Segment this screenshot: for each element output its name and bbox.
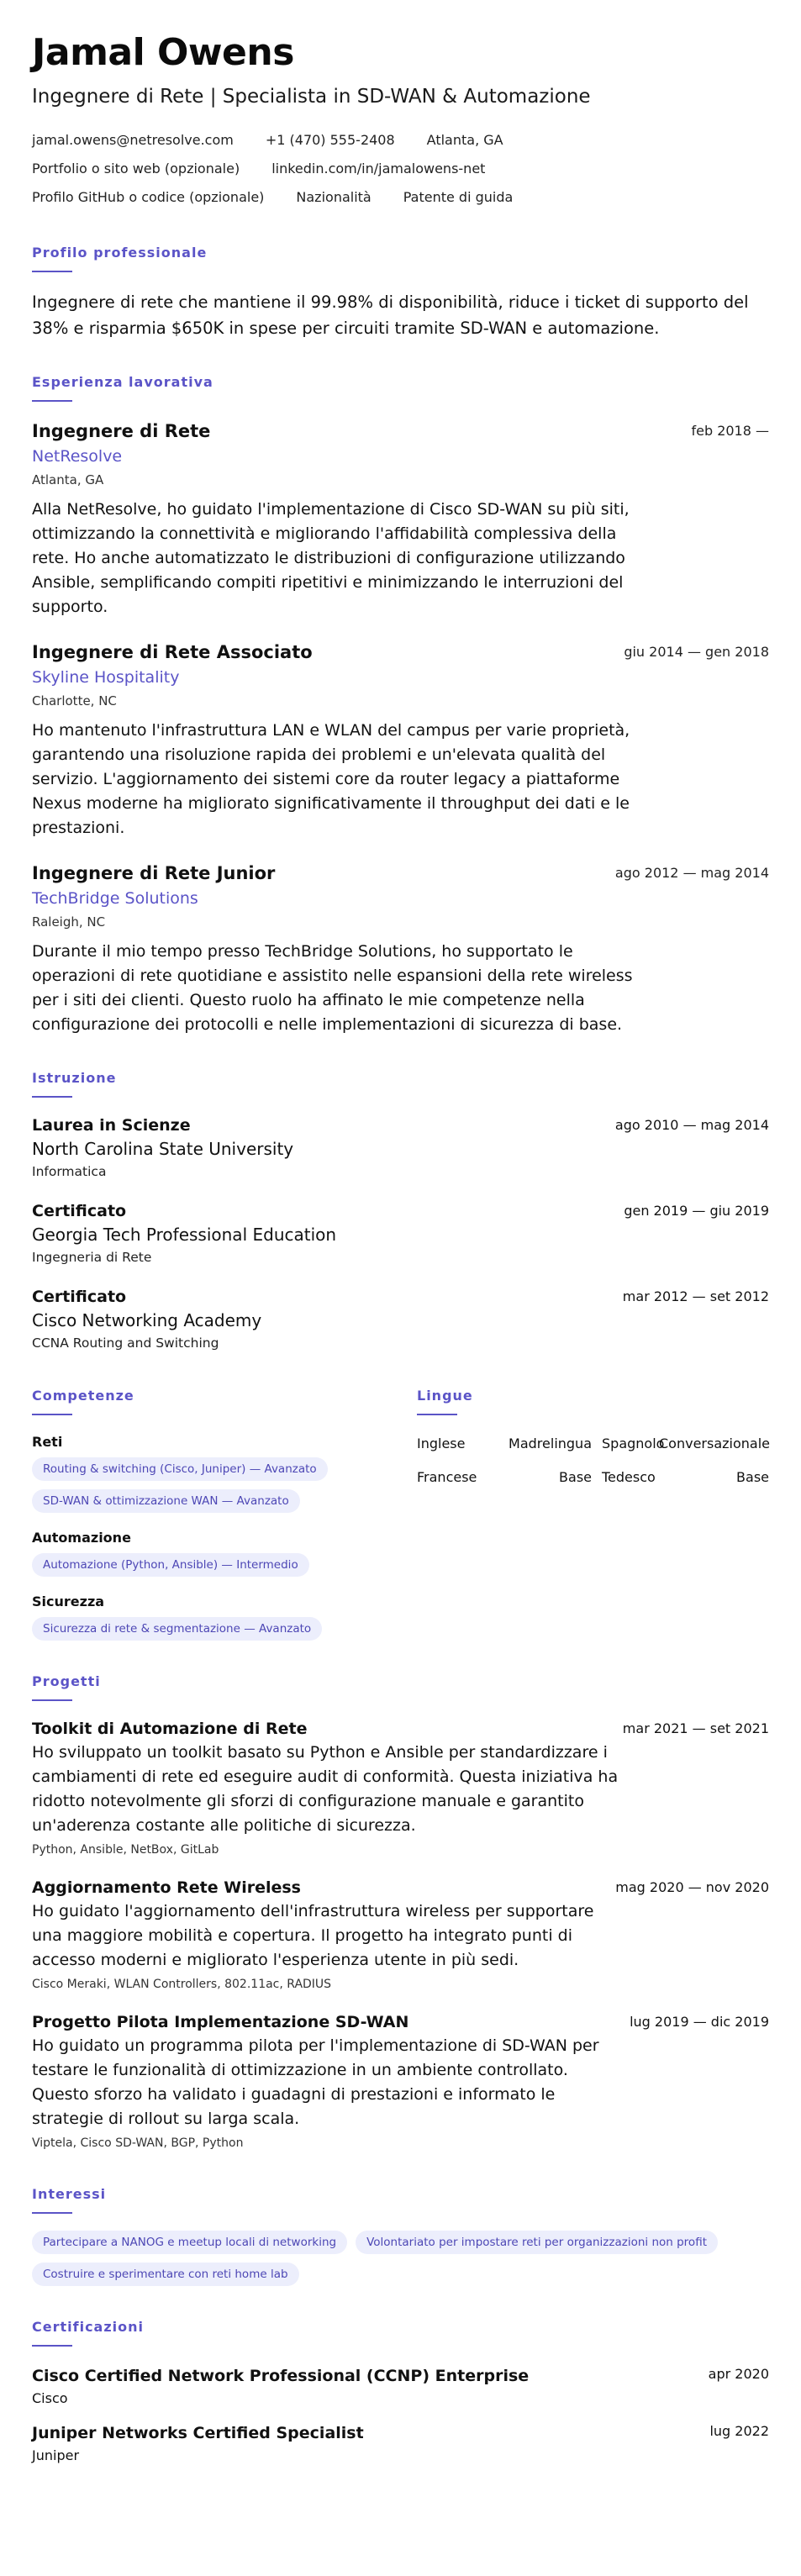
job-location: Raleigh, NC xyxy=(32,914,106,930)
education-entry xyxy=(32,1200,769,1269)
project-date: mag 2020 — nov 2020 xyxy=(615,1879,769,1895)
language-level: Base xyxy=(736,1469,769,1485)
skills-section xyxy=(32,1387,417,1656)
job-title: Ingegnere di Rete Junior xyxy=(32,863,276,883)
section-title: Progetti xyxy=(32,1673,101,1689)
section-divider xyxy=(32,271,72,272)
cert-date: lug 2022 xyxy=(709,2423,769,2439)
project-title: Aggiornamento Rete Wireless xyxy=(32,1878,301,1897)
section-title: Competenze xyxy=(32,1388,134,1404)
edu-date: gen 2019 — giu 2019 xyxy=(624,1203,769,1219)
job-date: feb 2018 — xyxy=(691,423,769,439)
summary-section xyxy=(32,244,769,341)
projects-section xyxy=(32,1673,769,2153)
skill-tag: SD-WAN & ottimizzazione WAN — Avanzato xyxy=(32,1489,300,1513)
project-description: Ho sviluppato un toolkit basato su Python e Ansible per standardizzare i cambiamenti di rete ed eseguire audit di conformità. Questa iniziativa ha ridotto notevolmente gli sforzi di configurazione manuale e garantito un'aderenza costante alle politiche di sicurezza. xyxy=(32,1743,619,1835)
certifications-section xyxy=(32,2318,769,2466)
section-divider xyxy=(417,1414,457,1415)
skill-tags xyxy=(32,1617,417,1641)
job-company: Skyline Hospitality xyxy=(32,668,180,687)
skill-tags xyxy=(32,1457,417,1513)
section-divider xyxy=(32,1096,72,1098)
project-date: lug 2019 — dic 2019 xyxy=(630,2014,769,2030)
contact-email[interactable]: jamal.owens@netresolve.com xyxy=(32,132,234,148)
skill-tag: Routing & switching (Cisco, Juniper) — Avanzato xyxy=(32,1457,328,1481)
project-entry xyxy=(32,1718,769,1860)
languages-section xyxy=(417,1387,769,1656)
interests-section xyxy=(32,2185,769,2286)
contact-linkedin[interactable]: linkedin.com/in/jamalowens-net xyxy=(271,161,486,176)
project-description: Ho guidato un programma pilota per l'implementazione di SD-WAN per testare le funzionalità di ottimizzazione in un ambiente controllato. Questo sforzo ha validato i guadagni di prestazioni e informato le strategie di rollout su larga scala. xyxy=(32,2036,599,2128)
resume-header xyxy=(32,32,769,212)
section-title: Interessi xyxy=(32,2186,107,2202)
skill-tag: Sicurezza di rete & segmentazione — Avanzato xyxy=(32,1617,322,1641)
edu-date: mar 2012 — set 2012 xyxy=(622,1288,769,1304)
interest-tags xyxy=(32,2231,769,2286)
cert-date: apr 2020 xyxy=(708,2366,769,2382)
job-entry xyxy=(32,419,769,619)
job-company: TechBridge Solutions xyxy=(32,889,198,908)
contact-list xyxy=(32,126,738,212)
project-title: Toolkit di Automazione di Rete xyxy=(32,1720,308,1738)
job-entry xyxy=(32,640,769,840)
job-date: giu 2014 — gen 2018 xyxy=(624,644,769,660)
language-level: Madrelingua xyxy=(509,1436,592,1451)
interest-tag: Volontariato per impostare reti per organizzazioni non profit xyxy=(356,2231,718,2254)
skill-group xyxy=(32,1432,417,1513)
education-section xyxy=(32,1069,769,1355)
skill-tags xyxy=(32,1553,417,1577)
section-divider xyxy=(32,2345,72,2347)
section-title: Istruzione xyxy=(32,1070,117,1086)
section-title: Certificazioni xyxy=(32,2319,145,2335)
project-entry xyxy=(32,2011,769,2153)
language-name: Spagnolo xyxy=(602,1436,665,1451)
edu-field: CCNA Routing and Switching xyxy=(32,1335,219,1351)
cert-name: Cisco Certified Network Professional (CCNP) Enterprise xyxy=(32,2367,530,2385)
job-title: Ingegnere di Rete Associato xyxy=(32,642,313,662)
language-name: Francese xyxy=(417,1469,477,1485)
contact-portfolio[interactable]: Portfolio o sito web (opzionale) xyxy=(32,161,240,176)
skill-group xyxy=(32,1528,417,1577)
candidate-name: Jamal Owens xyxy=(32,31,294,74)
edu-degree: Certificato xyxy=(32,1202,127,1220)
edu-school: Georgia Tech Professional Education xyxy=(32,1225,337,1245)
job-location: Charlotte, NC xyxy=(32,693,117,709)
contact-location: Atlanta, GA xyxy=(426,132,503,148)
project-entry xyxy=(32,1877,769,1994)
job-description: Durante il mio tempo presso TechBridge Solutions, ho supportato le operazioni di rete quotidiane e assistito nelle espansioni della rete wireless per i siti dei clienti. Questo ruolo ha affinato le mie competenze nella configurazione dei protocolli e nelle implementazioni di sicurezza di base. xyxy=(32,942,633,1034)
section-title: Lingue xyxy=(417,1388,473,1404)
language-level: Base xyxy=(559,1469,592,1485)
job-description: Alla NetResolve, ho guidato l'implementazione di Cisco SD-WAN su più siti, ottimizzando la connettività e migliorando l'affidabilità complessiva della rete. Ho anche automatizzato le distribuzioni di configurazione utilizzando Ansible, semplificando compiti ripetitivi e minimizzando le interruzioni del supporto. xyxy=(32,500,630,616)
section-title: Profilo professionale xyxy=(32,245,208,261)
contact-nationality: Nazionalità xyxy=(296,189,372,205)
edu-school: North Carolina State University xyxy=(32,1139,294,1159)
skill-tag: Automazione (Python, Ansible) — Intermedio xyxy=(32,1553,309,1577)
education-entry xyxy=(32,1286,769,1355)
project-date: mar 2021 — set 2021 xyxy=(622,1720,769,1736)
edu-field: Informatica xyxy=(32,1164,107,1179)
skill-category: Reti xyxy=(32,1434,63,1450)
job-description: Ho mantenuto l'infrastruttura LAN e WLAN del campus per varie proprietà, garantendo una risoluzione rapida dei problemi e un'elevata qualità del servizio. L'aggiornamento dei sistemi core da router legacy a piattaforme Nexus moderne ha migliorato significativamente il throughput dei dati e le prestazioni. xyxy=(32,721,630,837)
edu-school: Cisco Networking Academy xyxy=(32,1310,262,1330)
project-title: Progetto Pilota Implementazione SD-WAN xyxy=(32,2013,409,2031)
contact-license: Patente di guida xyxy=(403,189,514,205)
contact-github[interactable]: Profilo GitHub o codice (opzionale) xyxy=(32,189,265,205)
interest-tag: Partecipare a NANOG e meetup locali di networking xyxy=(32,2231,347,2254)
cert-name: Juniper Networks Certified Specialist xyxy=(32,2424,364,2442)
edu-degree: Laurea in Scienze xyxy=(32,1116,191,1135)
edu-degree: Certificato xyxy=(32,1288,127,1306)
edu-field: Ingegneria di Rete xyxy=(32,1250,152,1265)
section-divider xyxy=(32,1699,72,1701)
skill-group xyxy=(32,1592,417,1641)
skills-languages-row xyxy=(32,1387,769,1656)
project-technologies: Viptela, Cisco SD-WAN, BGP, Python xyxy=(32,2136,244,2150)
summary-text: Ingegnere di rete che mantiene il 99.98% di disponibilità, riduce i ticket di supporto del 38% e risparmia $650K in spese per circuiti tramite SD-WAN e automazione. xyxy=(32,292,749,338)
certification-entry xyxy=(32,2421,769,2466)
project-technologies: Cisco Meraki, WLAN Controllers, 802.11ac, RADIUS xyxy=(32,1978,332,1991)
contact-phone[interactable]: +1 (470) 555-2408 xyxy=(265,132,395,148)
section-title: Esperienza lavorativa xyxy=(32,374,213,390)
project-technologies: Python, Ansible, NetBox, GitLab xyxy=(32,1843,219,1857)
language-list xyxy=(417,1432,769,1489)
section-divider xyxy=(32,1414,72,1415)
cert-issuer: Juniper xyxy=(32,2447,80,2463)
education-entry xyxy=(32,1114,769,1183)
language-name: Inglese xyxy=(417,1436,466,1451)
skill-category: Automazione xyxy=(32,1530,131,1546)
project-description: Ho guidato l'aggiornamento dell'infrastruttura wireless per supportare una maggiore mobilità e copertura. Il progetto ha integrato punti di accesso moderni e migliorato l'esperienza utente in più sedi. xyxy=(32,1902,594,1969)
job-date: ago 2012 — mag 2014 xyxy=(614,865,769,881)
edu-date: ago 2010 — mag 2014 xyxy=(614,1117,769,1133)
cert-issuer: Cisco xyxy=(32,2390,68,2406)
interest-tag: Costruire e sperimentare con reti home lab xyxy=(32,2263,299,2286)
section-divider xyxy=(32,2212,72,2214)
job-location: Atlanta, GA xyxy=(32,472,104,487)
experience-section xyxy=(32,373,769,1037)
job-company: NetResolve xyxy=(32,447,123,466)
job-title: Ingegnere di Rete xyxy=(32,421,211,441)
headline: Ingegnere di Rete | Specialista in SD-WAN & Automazione xyxy=(32,86,591,108)
skill-category: Sicurezza xyxy=(32,1594,105,1609)
job-entry xyxy=(32,861,769,1037)
section-divider xyxy=(32,400,72,402)
certification-entry xyxy=(32,2363,769,2409)
language-level: Conversazionale xyxy=(659,1436,770,1451)
language-name: Tedesco xyxy=(602,1469,656,1485)
